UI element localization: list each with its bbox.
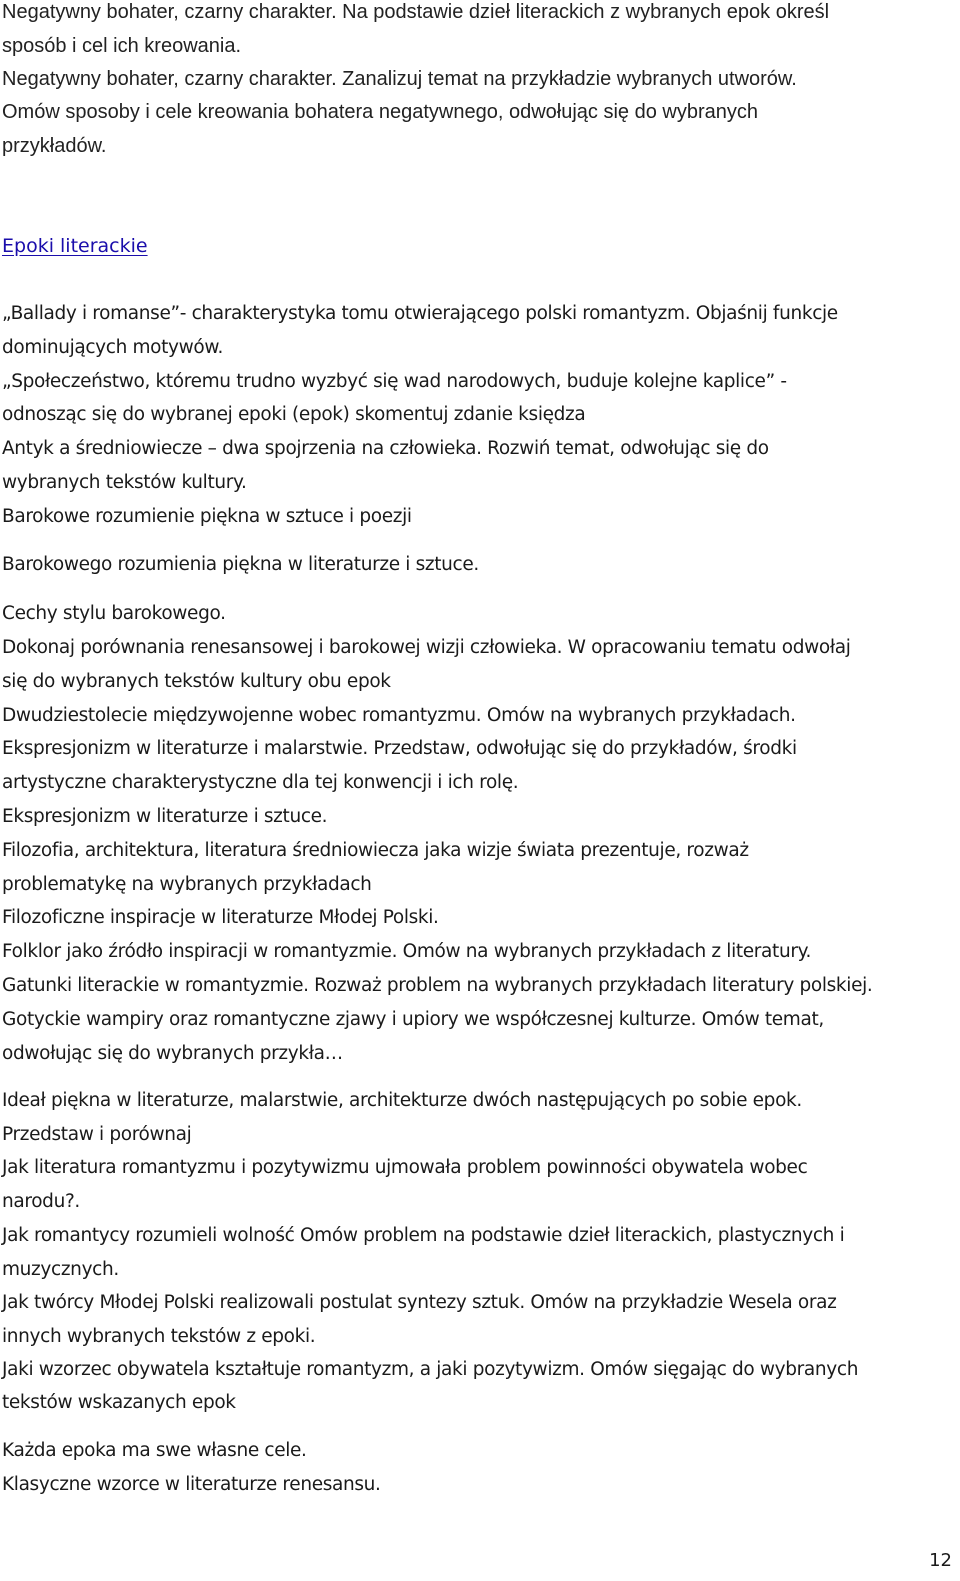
topic-line: się do wybranych tekstów kultury obu epok [2,671,391,692]
topic-line: Ekspresjonizm w literaturze i malarstwie. Przedstaw, odwołując się do przykładów, środki [2,738,797,759]
topic-line: Ideał piękna w literaturze, malarstwie, architekturze dwóch następujących po sobie epok. [2,1090,802,1111]
topic-line: innych wybranych tekstów z epoki. [2,1326,316,1347]
topic-line: Dwudziestolecie międzywojenne wobec romantyzmu. Omów na wybranych przykładach. [2,705,796,726]
intro-line: sposób i cel ich kreowania. [2,35,242,57]
topic-line: dominujących motywów. [2,337,224,358]
topic-line: Barokowe rozumienie piękna w sztuce i poezji [2,506,412,527]
intro-line: Negatywny bohater, czarny charakter. Zanalizuj temat na przykładzie wybranych utworów. [2,68,797,90]
topic-line: problematykę na wybranych przykładach [2,874,372,895]
topic-line: Jak literatura romantyzmu i pozytywizmu ujmowała problem powinności obywatela wobec [2,1157,808,1178]
intro-line: Omów sposoby i cele kreowania bohatera negatywnego, odwołując się do wybranych [2,101,758,123]
topic-line: Ekspresjonizm w literaturze i sztuce. [2,806,328,827]
topic-line: „Ballady i romanse”- charakterystyka tomu otwierającego polski romantyzm. Objaśnij funkcje [2,303,838,324]
topic-line: Cechy stylu barokowego. [2,603,226,624]
intro-line: Negatywny bohater, czarny charakter. Na podstawie dzieł literackich z wybranych epok określ [2,1,830,23]
topic-line: Barokowego rozumienia piękna w literaturze i sztuce. [2,554,479,575]
topic-line: Gatunki literackie w romantyzmie. Rozważ problem na wybranych przykładach literatury polskiej. [2,975,873,996]
topic-line: Antyk a średniowiecze – dwa spojrzenia na człowieka. Rozwiń temat, odwołując się do [2,438,769,459]
topic-line: Klasyczne wzorce w literaturze renesansu. [2,1474,381,1495]
topic-line: Folklor jako źródło inspiracji w romantyzmie. Omów na wybranych przykładach z literatury. [2,941,812,962]
topic-line: artystyczne charakterystyczne dla tej konwencji i ich rolę. [2,772,519,793]
topic-line: Każda epoka ma swe własne cele. [2,1440,307,1461]
epoki-literackie-link[interactable]: Epoki literackie [2,235,148,257]
topic-line: Jak romantycy rozumieli wolność Omów problem na podstawie dzieł literackich, plastycznych i [2,1225,845,1246]
topic-line: muzycznych. [2,1259,119,1280]
topic-line: Przedstaw i porównaj [2,1124,192,1145]
topic-line: odnosząc się do wybranej epoki (epok) skomentuj zdanie księdza [2,404,586,425]
intro-line: przykładów. [2,135,107,157]
topic-line: tekstów wskazanych epok [2,1392,236,1413]
topic-line: „Społeczeństwo, któremu trudno wyzbyć się wad narodowych, buduje kolejne kaplice” - [2,371,787,392]
topic-line: wybranych tekstów kultury. [2,472,247,493]
topic-line: Jak twórcy Młodej Polski realizowali postulat syntezy sztuk. Omów na przykładzie Wesela oraz [2,1292,837,1313]
topic-line: Gotyckie wampiry oraz romantyczne zjawy i upiory we współczesnej kulturze. Omów temat, [2,1009,824,1030]
page-number: 12 [929,1550,952,1571]
topic-line: Dokonaj porównania renesansowej i barokowej wizji człowieka. W opracowaniu tematu odwołaj [2,637,851,658]
topic-line: Filozofia, architektura, literatura średniowiecza jaka wizje świata prezentuje, rozważ [2,840,749,861]
topic-line: Jaki wzorzec obywatela kształtuje romantyzm, a jaki pozytywizm. Omów sięgając do wybranych [2,1359,859,1380]
topic-line: odwołując się do wybranych przykła… [2,1043,343,1064]
topic-line: Filozoficzne inspiracje w literaturze Młodej Polski. [2,907,439,928]
topic-line: narodu?. [2,1191,80,1212]
